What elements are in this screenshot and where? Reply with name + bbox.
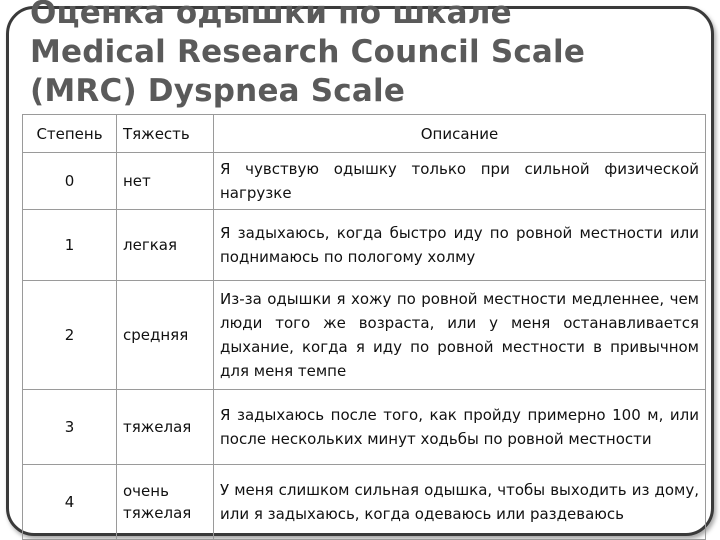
table-row <box>23 281 706 390</box>
severity-cell: нет <box>117 153 214 210</box>
severity-cell: легкая <box>117 210 214 281</box>
mrc-dyspnea-table <box>22 114 706 540</box>
description-cell: Я задыхаюсь после того, как пройду примерно 100 м, или после нескольких минут ходьбы по ровной местности <box>214 390 706 465</box>
slide-title <box>30 0 690 111</box>
grade-cell: 0 <box>23 153 117 210</box>
header-severity: Тяжесть <box>117 115 214 153</box>
title-line-3: (MRC) Dyspnea Scale <box>30 73 406 109</box>
header-grade: Степень <box>23 115 117 153</box>
table-header-row <box>23 115 706 153</box>
table-row <box>23 153 706 210</box>
description-cell: Из-за одышки я хожу по ровной местности медленнее, чем люди того же возраста, или у меня останавливается дыхание, когда я иду по ровной местности в привычном для меня темпе <box>214 281 706 390</box>
table-row <box>23 390 706 465</box>
grade-cell: 3 <box>23 390 117 465</box>
description-cell: У меня слишком сильная одышка, чтобы выходить из дому, или я задыхаюсь, когда одеваюсь или раздеваюсь <box>214 465 706 540</box>
header-description: Описание <box>214 115 706 153</box>
table-row <box>23 210 706 281</box>
severity-cell: очень тяжелая <box>117 465 214 540</box>
description-cell: Я чувствую одышку только при сильной физической нагрузке <box>214 153 706 210</box>
severity-cell: средняя <box>117 281 214 390</box>
grade-cell: 1 <box>23 210 117 281</box>
severity-cell: тяжелая <box>117 390 214 465</box>
grade-cell: 4 <box>23 465 117 540</box>
grade-cell: 2 <box>23 281 117 390</box>
title-line-2: Medical Research Council Scale <box>30 34 586 70</box>
title-line-1: Оценка одышки по шкале <box>30 0 512 31</box>
description-cell: Я задыхаюсь, когда быстро иду по ровной местности или поднимаюсь по пологому холму <box>214 210 706 281</box>
table-row <box>23 465 706 540</box>
